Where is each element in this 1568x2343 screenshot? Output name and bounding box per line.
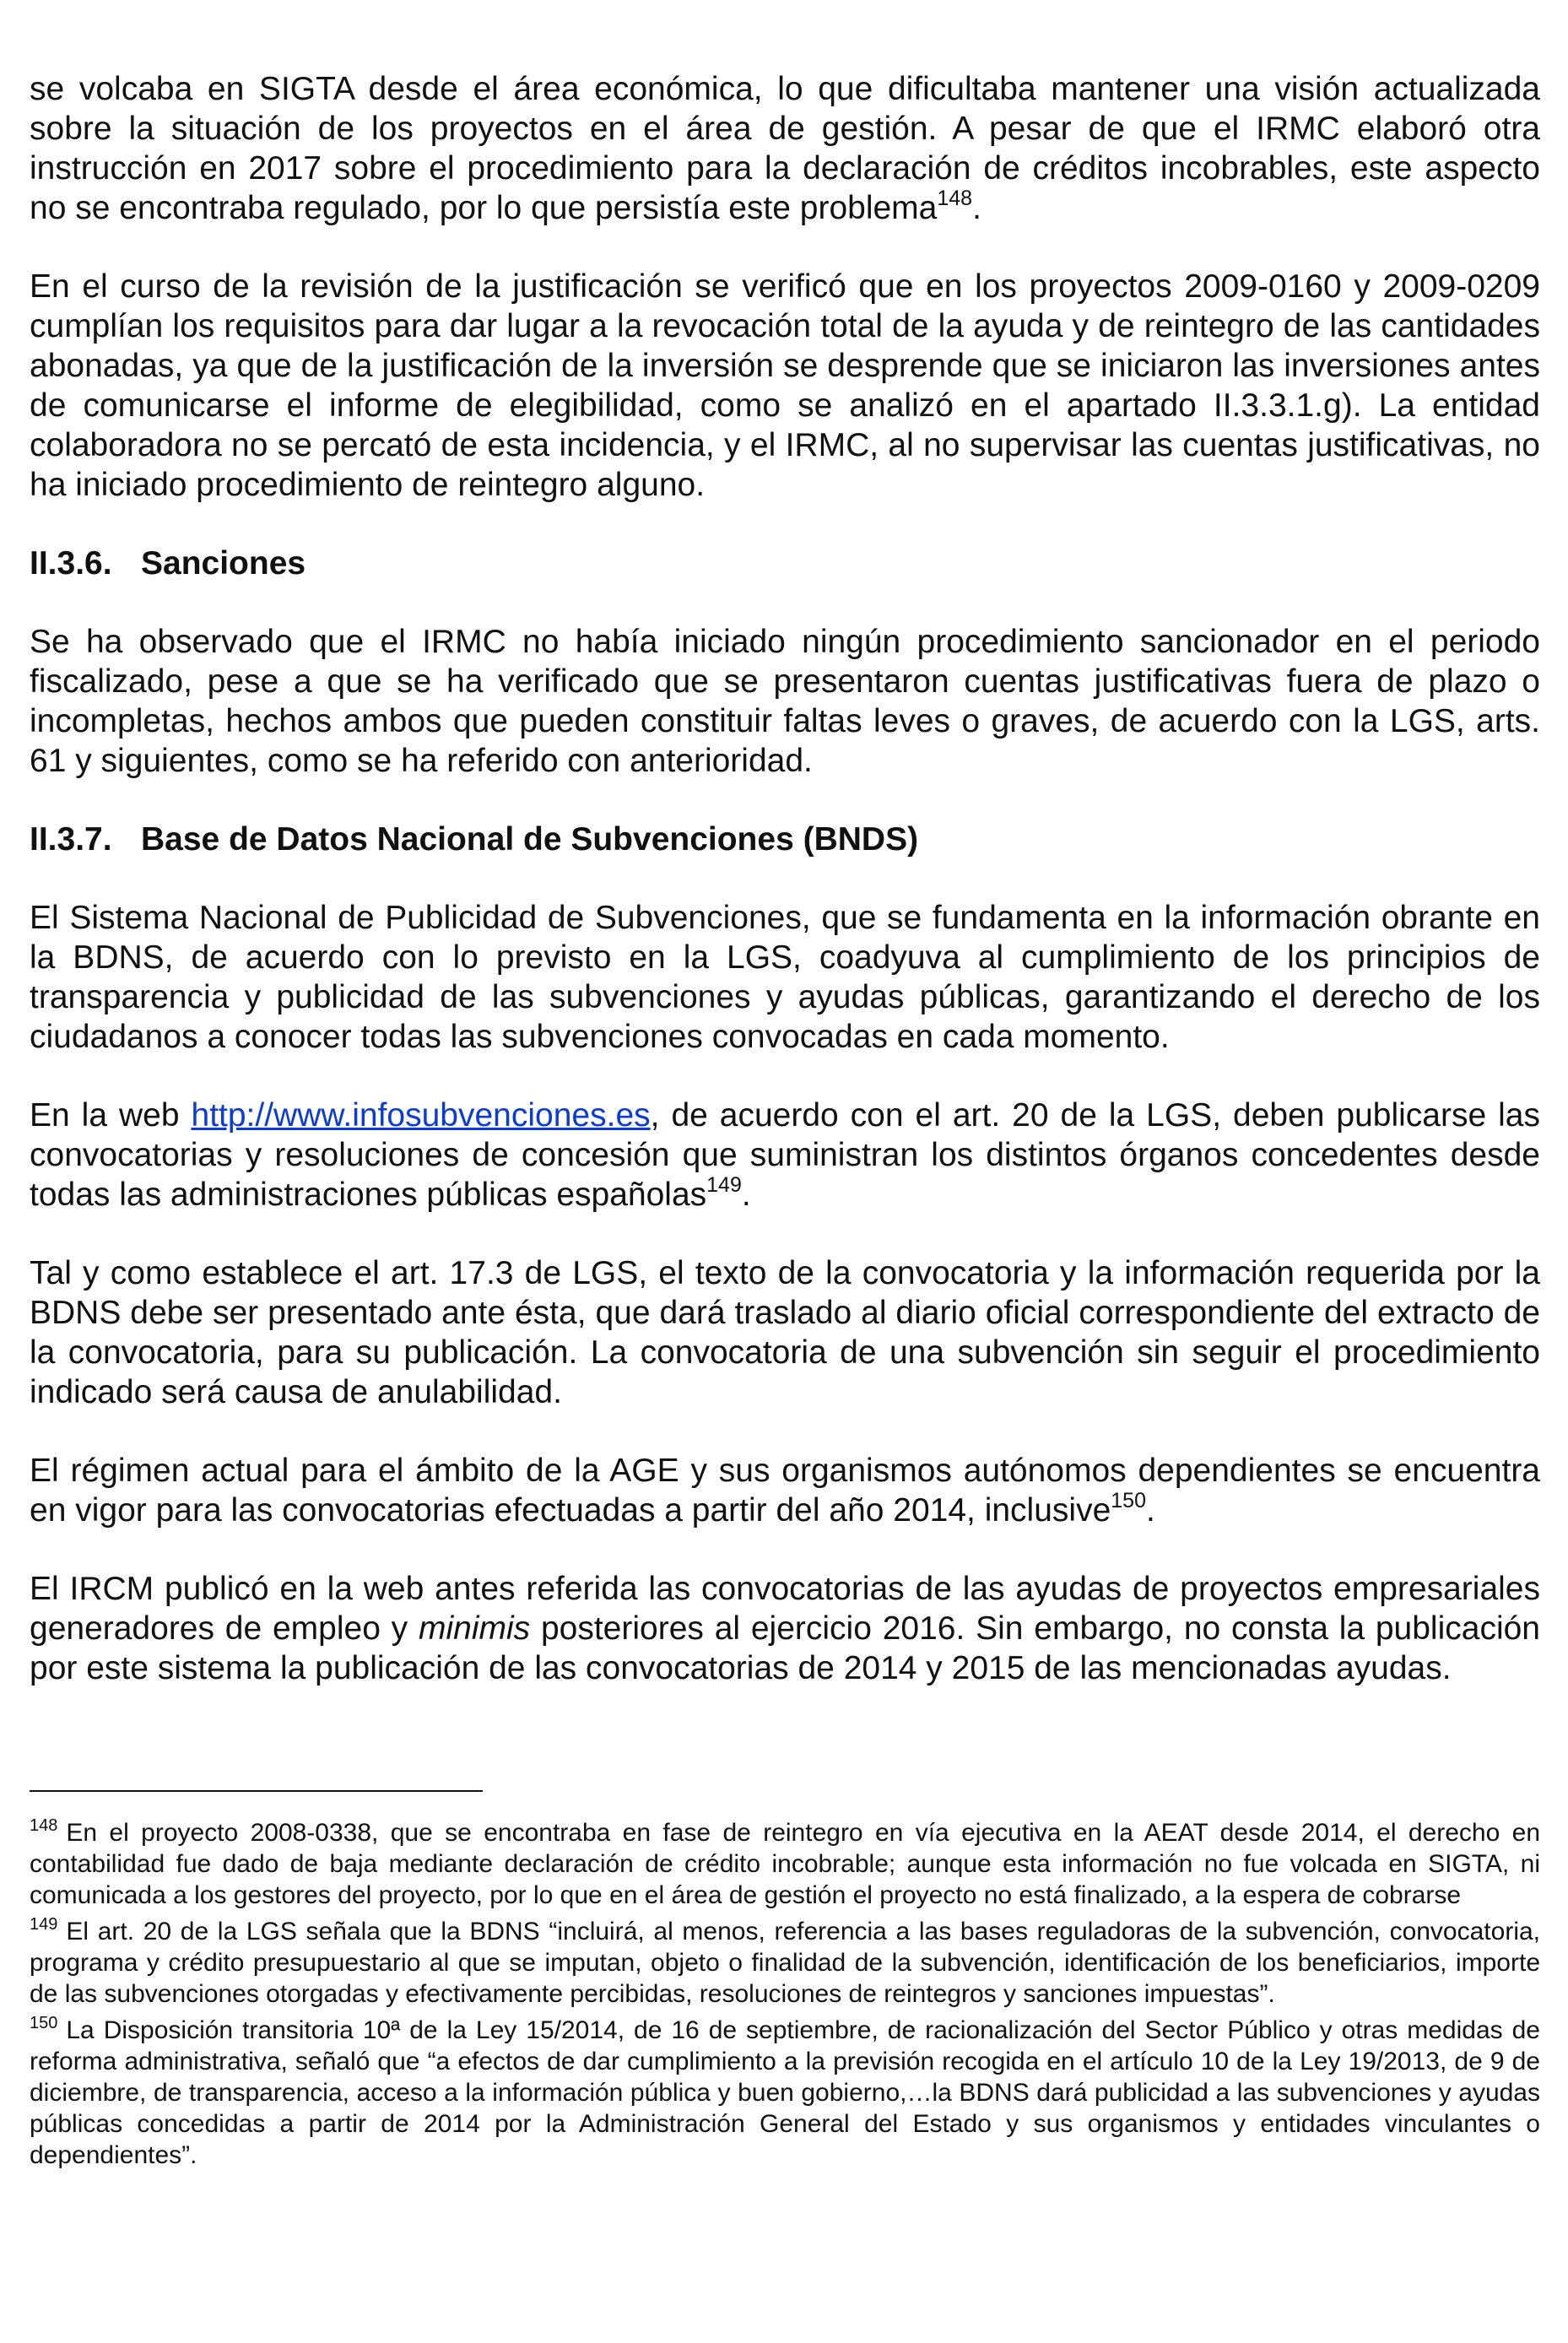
footnote-separator	[30, 1790, 483, 1792]
infosubvenciones-link[interactable]: http://www.infosubvenciones.es	[191, 1097, 651, 1134]
paragraph-art-17-3: Tal y como establece el art. 17.3 de LGS, el texto de la convocatoria y la información requerida por la BDNS debe ser presentado ante ésta, que dará traslado al diario oficial correspondiente del extracto de la convocatoria, para su publicación. La convocatoria de una subvención sin seguir el procedimiento indicado será causa de anulabilidad.	[30, 1255, 1540, 1410]
paragraph-infosubvenciones	[30, 1096, 1540, 1215]
paragraph-tail: .	[741, 1177, 751, 1213]
footnote-ref-148[interactable]: 148	[937, 187, 973, 210]
emphasis-minimis: minimis	[419, 1610, 531, 1647]
footnote-text: La Disposición transitoria 10ª de la Ley 15/2014, de 16 de septiembre, de racionalización del Sector Público y otras medidas de reforma administrativa, señaló que “a efectos de dar cumplimiento a la previsión recogida en el artículo 10 de la Ley 19/2013, de 9 de diciembre, de transparencia, acceso a la información pública y buen gobierno,…la BDNS dará publicidad a las subvenciones y ayudas públicas concedidas a partir de 2014 por la Administración General del Estado y sus organismos y entidades vinculantes o dependientes”.	[30, 2016, 1540, 2169]
footnotes-section	[30, 1790, 1540, 2176]
paragraph-tail: .	[972, 190, 981, 226]
footnote-mark: 148	[30, 1816, 58, 1835]
paragraph-lead: El IRCM publicó en la web antes referida las convocatorias de las ayudas de proyectos empresariales generadores de empleo y	[30, 1571, 1540, 1647]
footnote-ref-150[interactable]: 150	[1111, 1489, 1146, 1512]
footnote-148	[30, 1817, 1540, 1911]
paragraph-text: posteriores al ejercicio 2016. Sin embargo, no consta la publicación por este sistema la publicación de las convocatorias de 2014 y 2015 de las mencionadas ayudas.	[30, 1610, 1540, 1686]
section-title: Sanciones	[141, 545, 306, 582]
section-number: II.3.6.	[30, 545, 112, 582]
section-heading-bnds	[30, 820, 1540, 859]
footnote-text: En el proyecto 2008-0338, que se encontraba en fase de reintegro en vía ejecutiva en la AEAT desde 2014, el derecho en contabilidad fue dado de baja mediante declaración de crédito incobrable; aunque esta información no fue volcada en SIGTA, ni comunicada a los gestores del proyecto, por lo que en el área de gestión el proyecto no está finalizado, a la espera de cobrarse	[30, 1819, 1540, 1909]
paragraph-tail: .	[1146, 1492, 1155, 1529]
paragraph-text: , de acuerdo con el art. 20 de la LGS, deben publicarse las convocatorias y resoluciones de concesión que suministran los distintos órganos concedentes desde todas las administraciones públicas españolas	[30, 1097, 1540, 1213]
paragraph-revision-justificacion: En el curso de la revisión de la justificación se verificó que en los proyectos 2009-0160 y 2009-0209 cumplían los requisitos para dar lugar a la revocación total de la ayuda y de reintegro de las cantidades abonadas, ya que de la justificación de la inversión se desprende que se iniciaron las inversiones antes de comunicarse el informe de elegibilidad, como se analizó en el apartado II.3.3.1.g). La entidad colaboradora no se percató de esta incidencia, y el IRMC, al no supervisar las cuentas justificativas, no ha iniciado procedimiento de reintegro alguno.	[30, 268, 1540, 503]
paragraph-sigta-volcado	[30, 69, 1540, 228]
paragraph-lead: En la web	[30, 1097, 192, 1134]
paragraph-sanciones: Se ha observado que el IRMC no había iniciado ningún procedimiento sancionador en el periodo fiscalizado, pese a que se ha verificado que se presentaron cuentas justificativas fuera de plazo o incompletas, hechos ambos que pueden constituir faltas leves o graves, de acuerdo con la LGS, arts. 61 y siguientes, como se ha referido con anterioridad.	[30, 624, 1540, 779]
footnote-mark: 150	[30, 2014, 58, 2032]
footnote-149	[30, 1916, 1540, 2010]
paragraph-text: se volcaba en SIGTA desde el área económica, lo que dificultaba mantener una visión actualizada sobre la situación de los proyectos en el área de gestión. A pesar de que el IRMC elaboró otra instrucción en 2017 sobre el procedimiento para la declaración de créditos incobrables, este aspecto no se encontraba regulado, por lo que persistía este problema	[30, 71, 1540, 226]
paragraph-text: El régimen actual para el ámbito de la AGE y sus organismos autónomos dependientes se encuentra en vigor para las convocatorias efectuadas a partir del año 2014, inclusive	[30, 1453, 1540, 1529]
paragraph-sistema-nacional: El Sistema Nacional de Publicidad de Subvenciones, que se fundamenta en la información obrante en la BDNS, de acuerdo con lo previsto en la LGS, coadyuva al cumplimiento de los principios de transparencia y publicidad de las subvenciones y ayudas públicas, garantizando el derecho de los ciudadanos a conocer todas las subvenciones convocadas en cada momento.	[30, 900, 1540, 1055]
section-number: II.3.7.	[30, 821, 112, 858]
section-heading-sanciones	[30, 544, 1540, 583]
footnote-150	[30, 2015, 1540, 2171]
paragraph-ircm-publico	[30, 1569, 1540, 1688]
paragraph-regimen-actual	[30, 1451, 1540, 1530]
section-title: Base de Datos Nacional de Subvenciones (BNDS)	[141, 821, 919, 858]
footnote-text: El art. 20 de la LGS señala que la BDNS “incluirá, al menos, referencia a las bases reguladoras de la subvención, convocatoria, programa y crédito presupuestario al que se imputan, objeto o finalidad de la subvención, identificación de los beneficiarios, importe de las subvenciones otorgadas y efectivamente percibidas, resoluciones de reintegros y sanciones impuestas”.	[30, 1918, 1540, 2008]
footnote-ref-149[interactable]: 149	[706, 1173, 742, 1197]
footnote-mark: 149	[30, 1915, 58, 1934]
document-body	[30, 69, 1540, 1727]
